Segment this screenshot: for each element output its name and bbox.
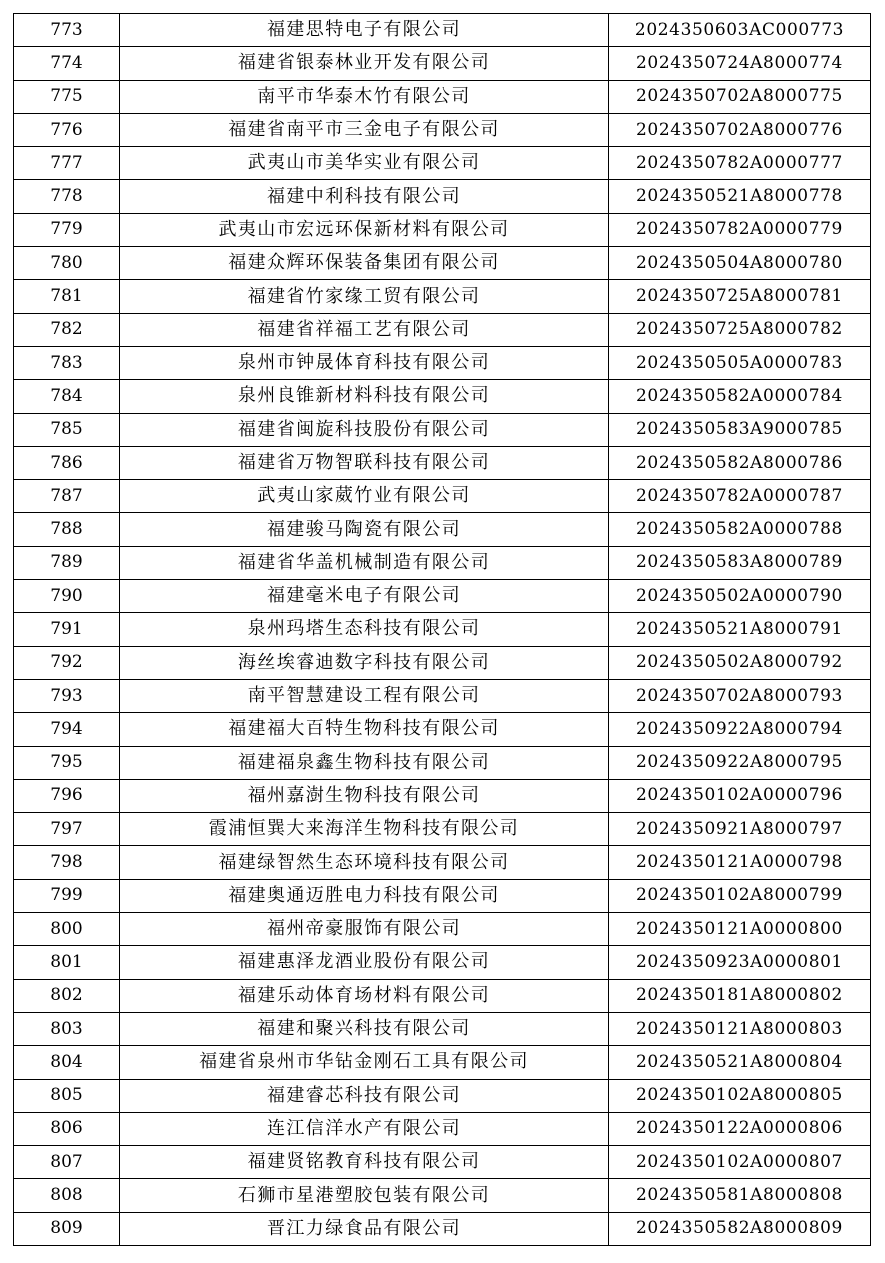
company-name: 福建骏马陶瓷有限公司 (120, 513, 609, 546)
table-row (14, 679, 871, 712)
company-name: 泉州市钟晟体育科技有限公司 (120, 346, 609, 379)
row-number: 774 (14, 47, 120, 80)
company-name: 福建省南平市三金电子有限公司 (120, 113, 609, 146)
company-name: 福州帝豪服饰有限公司 (120, 913, 609, 946)
registration-code: 2024350521A8000778 (609, 180, 871, 213)
row-number: 794 (14, 713, 120, 746)
company-name: 福建众辉环保装备集团有限公司 (120, 247, 609, 280)
company-name: 福建乐动体育场材料有限公司 (120, 979, 609, 1012)
table-row (14, 80, 871, 113)
registration-code: 2024350582A0000788 (609, 513, 871, 546)
company-list-table (13, 13, 871, 1246)
table-row (14, 480, 871, 513)
company-name: 福建省祥福工艺有限公司 (120, 313, 609, 346)
registration-code: 2024350505A0000783 (609, 346, 871, 379)
row-number: 809 (14, 1212, 120, 1245)
registration-code: 2024350725A8000781 (609, 280, 871, 313)
row-number: 777 (14, 147, 120, 180)
company-name: 石狮市星港塑胶包装有限公司 (120, 1179, 609, 1212)
table-row (14, 946, 871, 979)
registration-code: 2024350702A8000793 (609, 679, 871, 712)
table-row (14, 14, 871, 47)
row-number: 793 (14, 679, 120, 712)
registration-code: 2024350582A0000784 (609, 380, 871, 413)
table-row (14, 446, 871, 479)
table-row (14, 180, 871, 213)
registration-code: 2024350922A8000794 (609, 713, 871, 746)
registration-code: 2024350582A8000786 (609, 446, 871, 479)
row-number: 808 (14, 1179, 120, 1212)
registration-code: 2024350102A0000796 (609, 779, 871, 812)
table-row (14, 746, 871, 779)
row-number: 786 (14, 446, 120, 479)
registration-code: 2024350502A8000792 (609, 646, 871, 679)
registration-code: 2024350923A0000801 (609, 946, 871, 979)
row-number: 800 (14, 913, 120, 946)
company-name: 福建睿芯科技有限公司 (120, 1079, 609, 1112)
company-name: 福建和聚兴科技有限公司 (120, 1012, 609, 1045)
row-number: 784 (14, 380, 120, 413)
row-number: 797 (14, 813, 120, 846)
table-row (14, 213, 871, 246)
row-number: 803 (14, 1012, 120, 1045)
company-name: 福州嘉澍生物科技有限公司 (120, 779, 609, 812)
table-row (14, 1046, 871, 1079)
registration-code: 2024350921A8000797 (609, 813, 871, 846)
row-number: 781 (14, 280, 120, 313)
company-name: 福建省银泰林业开发有限公司 (120, 47, 609, 80)
company-name: 武夷山市宏远环保新材料有限公司 (120, 213, 609, 246)
table-row (14, 1146, 871, 1179)
table-row (14, 147, 871, 180)
row-number: 805 (14, 1079, 120, 1112)
row-number: 801 (14, 946, 120, 979)
row-number: 780 (14, 247, 120, 280)
company-name: 福建省闽旋科技股份有限公司 (120, 413, 609, 446)
row-number: 804 (14, 1046, 120, 1079)
row-number: 783 (14, 346, 120, 379)
table-row (14, 546, 871, 579)
table-row (14, 779, 871, 812)
table-row (14, 879, 871, 912)
company-name: 南平智慧建设工程有限公司 (120, 679, 609, 712)
row-number: 788 (14, 513, 120, 546)
company-name: 霞浦恒巽大来海洋生物科技有限公司 (120, 813, 609, 846)
company-name: 福建福大百特生物科技有限公司 (120, 713, 609, 746)
table-row (14, 613, 871, 646)
row-number: 790 (14, 580, 120, 613)
row-number: 775 (14, 80, 120, 113)
table-row (14, 113, 871, 146)
company-name: 南平市华泰木竹有限公司 (120, 80, 609, 113)
table-row (14, 380, 871, 413)
table-body (14, 14, 871, 1246)
table-row (14, 646, 871, 679)
table-row (14, 979, 871, 1012)
company-name: 武夷山家葳竹业有限公司 (120, 480, 609, 513)
registration-code: 2024350782A0000777 (609, 147, 871, 180)
row-number: 796 (14, 779, 120, 812)
registration-code: 2024350603AC000773 (609, 14, 871, 47)
company-name: 连江信洋水产有限公司 (120, 1112, 609, 1145)
company-name: 福建惠泽龙酒业股份有限公司 (120, 946, 609, 979)
row-number: 799 (14, 879, 120, 912)
registration-code: 2024350583A8000789 (609, 546, 871, 579)
row-number: 776 (14, 113, 120, 146)
table-row (14, 1012, 871, 1045)
company-name: 福建省华盖机械制造有限公司 (120, 546, 609, 579)
registration-code: 2024350181A8000802 (609, 979, 871, 1012)
table-row (14, 1079, 871, 1112)
row-number: 795 (14, 746, 120, 779)
company-name: 武夷山市美华实业有限公司 (120, 147, 609, 180)
registration-code: 2024350121A8000803 (609, 1012, 871, 1045)
row-number: 785 (14, 413, 120, 446)
table-row (14, 346, 871, 379)
table-row (14, 47, 871, 80)
registration-code: 2024350724A8000774 (609, 47, 871, 80)
row-number: 778 (14, 180, 120, 213)
row-number: 773 (14, 14, 120, 47)
table-row (14, 846, 871, 879)
registration-code: 2024350922A8000795 (609, 746, 871, 779)
company-name: 福建福泉鑫生物科技有限公司 (120, 746, 609, 779)
registration-code: 2024350582A8000809 (609, 1212, 871, 1245)
row-number: 802 (14, 979, 120, 1012)
company-name: 福建毫米电子有限公司 (120, 580, 609, 613)
table-row (14, 913, 871, 946)
row-number: 806 (14, 1112, 120, 1145)
row-number: 779 (14, 213, 120, 246)
registration-code: 2024350702A8000775 (609, 80, 871, 113)
registration-code: 2024350102A8000799 (609, 879, 871, 912)
company-name: 海丝埃睿迪数字科技有限公司 (120, 646, 609, 679)
company-name: 泉州玛塔生态科技有限公司 (120, 613, 609, 646)
registration-code: 2024350782A0000779 (609, 213, 871, 246)
row-number: 792 (14, 646, 120, 679)
registration-code: 2024350102A8000805 (609, 1079, 871, 1112)
registration-code: 2024350504A8000780 (609, 247, 871, 280)
company-name: 福建省泉州市华钻金刚石工具有限公司 (120, 1046, 609, 1079)
company-name: 福建中利科技有限公司 (120, 180, 609, 213)
registration-code: 2024350581A8000808 (609, 1179, 871, 1212)
table-row (14, 413, 871, 446)
row-number: 791 (14, 613, 120, 646)
company-name: 泉州良锥新材料科技有限公司 (120, 380, 609, 413)
company-name: 福建思特电子有限公司 (120, 14, 609, 47)
table-row (14, 280, 871, 313)
company-name: 晋江力绿食品有限公司 (120, 1212, 609, 1245)
row-number: 787 (14, 480, 120, 513)
company-name: 福建贤铭教育科技有限公司 (120, 1146, 609, 1179)
row-number: 798 (14, 846, 120, 879)
registration-code: 2024350121A0000798 (609, 846, 871, 879)
company-name: 福建省万物智联科技有限公司 (120, 446, 609, 479)
row-number: 807 (14, 1146, 120, 1179)
company-name: 福建省竹家缘工贸有限公司 (120, 280, 609, 313)
registration-code: 2024350502A0000790 (609, 580, 871, 613)
registration-code: 2024350521A8000791 (609, 613, 871, 646)
table-row (14, 580, 871, 613)
company-name: 福建奥通迈胜电力科技有限公司 (120, 879, 609, 912)
table-row (14, 513, 871, 546)
company-name: 福建绿智然生态环境科技有限公司 (120, 846, 609, 879)
registration-code: 2024350122A0000806 (609, 1112, 871, 1145)
registration-code: 2024350725A8000782 (609, 313, 871, 346)
table-row (14, 713, 871, 746)
table-row (14, 1212, 871, 1245)
table-row (14, 1179, 871, 1212)
registration-code: 2024350521A8000804 (609, 1046, 871, 1079)
row-number: 789 (14, 546, 120, 579)
registration-code: 2024350702A8000776 (609, 113, 871, 146)
table-row (14, 1112, 871, 1145)
table-row (14, 313, 871, 346)
registration-code: 2024350102A0000807 (609, 1146, 871, 1179)
registration-code: 2024350583A9000785 (609, 413, 871, 446)
row-number: 782 (14, 313, 120, 346)
registration-code: 2024350121A0000800 (609, 913, 871, 946)
registration-code: 2024350782A0000787 (609, 480, 871, 513)
table-row (14, 813, 871, 846)
table-row (14, 247, 871, 280)
